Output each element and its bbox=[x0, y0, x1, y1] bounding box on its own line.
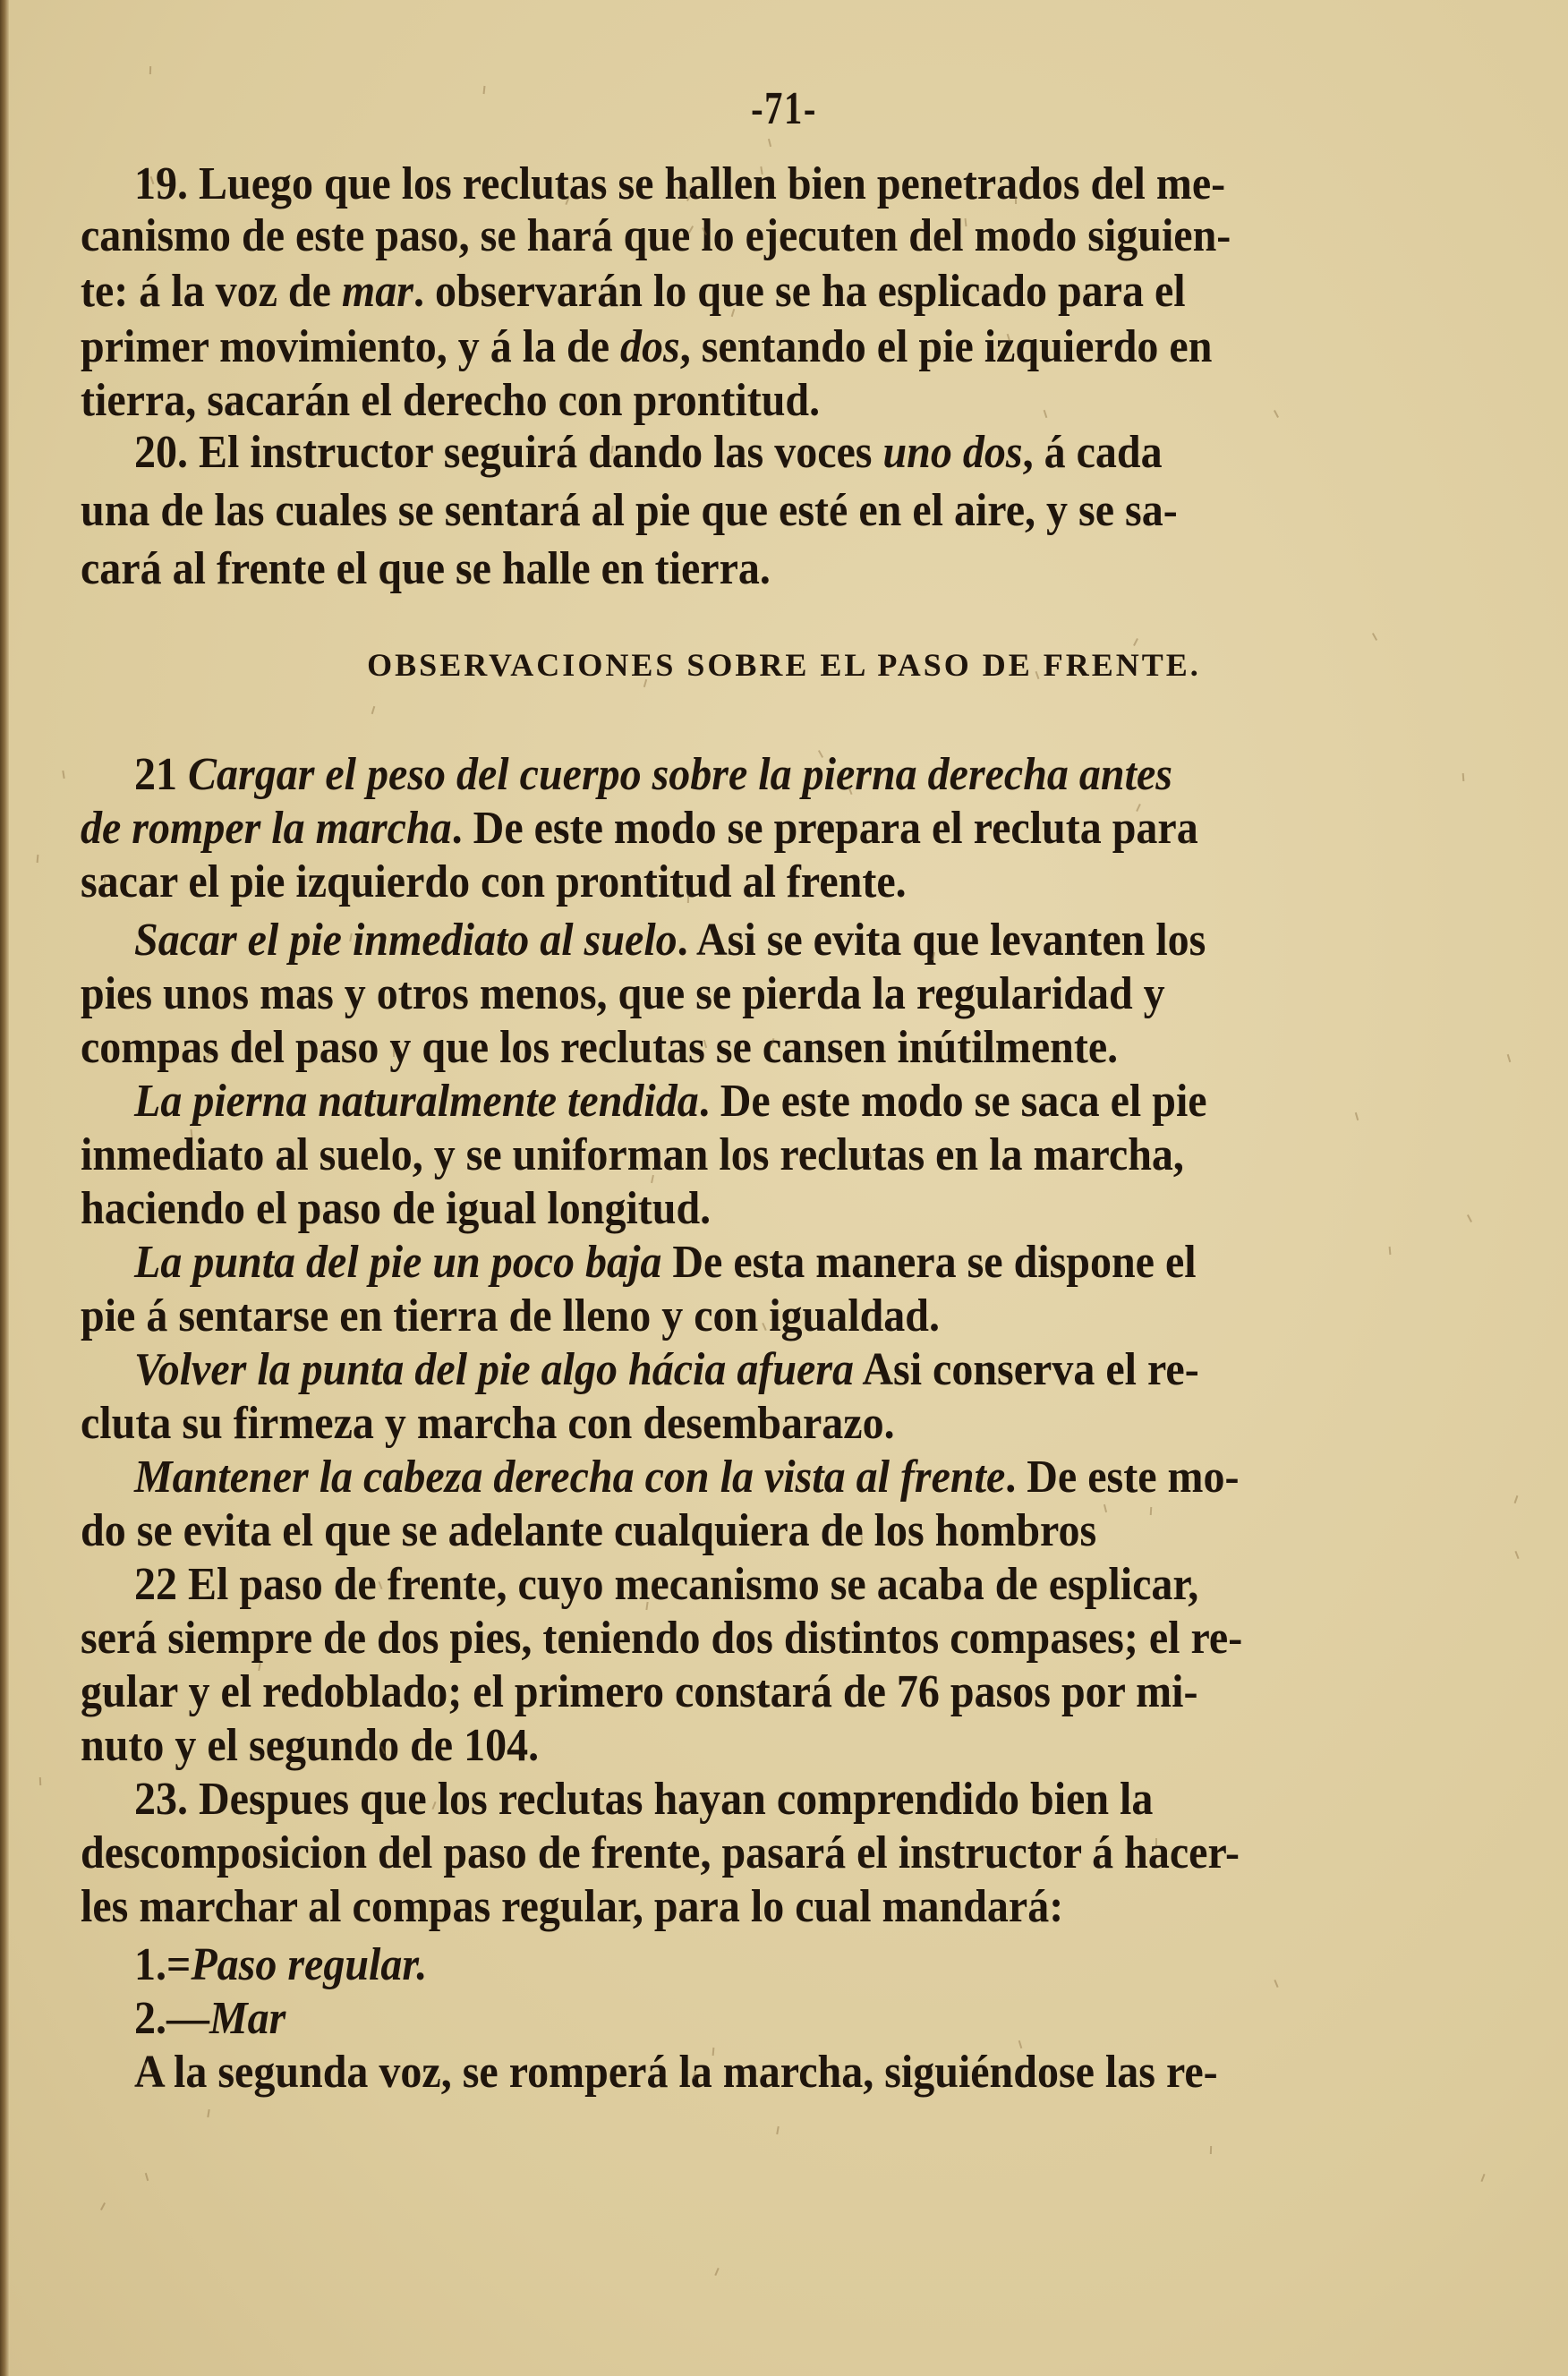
text-segment: 22 El paso de frente, cuyo mecanismo se acaba de esplicar, bbox=[134, 1558, 1199, 1610]
paper-fleck bbox=[714, 2268, 719, 2276]
text-line bbox=[134, 1938, 428, 1990]
paper-fleck bbox=[768, 139, 771, 147]
text-line bbox=[134, 914, 1206, 966]
text-line bbox=[81, 1021, 1119, 1073]
paper-fleck bbox=[1480, 2174, 1485, 2182]
text-line bbox=[81, 374, 821, 426]
text-segment: . De este modo se prepara el recluta para bbox=[451, 802, 1198, 854]
text-line bbox=[81, 1612, 1243, 1664]
paper-fleck bbox=[687, 895, 689, 903]
paper-fleck bbox=[1355, 1112, 1359, 1120]
paper-fleck bbox=[393, 1049, 395, 1057]
text-line bbox=[134, 426, 1163, 478]
text-line bbox=[81, 1504, 1097, 1556]
text-segment: inmediato al suelo, y se uniforman los reclutas en la marcha, bbox=[81, 1128, 1184, 1180]
paper-fleck bbox=[1210, 2146, 1212, 2154]
text-segment: 20. El instructor seguirá dando las voces bbox=[134, 426, 883, 478]
text-segment: 1.= bbox=[134, 1938, 192, 1990]
text-segment: te: á la voz de bbox=[81, 265, 342, 317]
paper-fleck bbox=[1467, 1214, 1472, 1222]
text-line bbox=[134, 1075, 1207, 1127]
italic-segment: La pierna naturalmente tendida bbox=[134, 1075, 699, 1127]
paper-fleck bbox=[1274, 410, 1279, 418]
paper-fleck bbox=[1133, 638, 1138, 646]
paper-fleck bbox=[1372, 633, 1377, 641]
text-segment: . De este mo- bbox=[1005, 1451, 1240, 1503]
text-line bbox=[81, 542, 771, 594]
text-line bbox=[81, 1182, 712, 1234]
text-segment: A la segunda voz, se romperá la marcha, siguiéndose las re- bbox=[134, 2046, 1218, 2098]
text-segment: gular y el redoblado; el primero constará de 76 pasos por mi- bbox=[81, 1665, 1198, 1717]
paper-fleck bbox=[776, 2126, 780, 2134]
italic-segment: Volver la punta del pie algo hácia afuera bbox=[134, 1343, 854, 1395]
text-line bbox=[81, 1880, 1064, 1932]
text-segment: , sentando el pie izquierdo en bbox=[679, 320, 1213, 372]
paper-fleck bbox=[39, 1777, 41, 1785]
paper-fleck bbox=[1514, 1551, 1519, 1559]
paper-fleck bbox=[62, 771, 64, 779]
italic-segment: mar bbox=[341, 265, 413, 317]
paper-fleck bbox=[1104, 1504, 1107, 1512]
text-line bbox=[81, 802, 1198, 854]
text-line bbox=[81, 320, 1213, 372]
text-line bbox=[81, 209, 1231, 261]
text-segment: 23. Despues que los reclutas hayan comprendido bien la bbox=[134, 1773, 1154, 1825]
paper-fleck bbox=[1389, 1247, 1392, 1255]
text-line bbox=[81, 1719, 540, 1771]
text-segment: De esta manera se dispone el bbox=[661, 1236, 1197, 1288]
paper-fleck bbox=[371, 706, 376, 714]
italic-segment: Sacar el pie inmediato al suelo bbox=[134, 914, 677, 966]
text-segment: 21 bbox=[134, 748, 188, 800]
text-segment: 2.— bbox=[134, 1992, 209, 2044]
text-segment: pie á sentarse en tierra de lleno y con igualdad. bbox=[81, 1290, 940, 1341]
text-segment: canismo de este paso, se hará que lo ejecuten del modo siguien- bbox=[81, 209, 1231, 261]
text-line bbox=[134, 1451, 1240, 1503]
text-line bbox=[134, 1558, 1199, 1610]
text-line bbox=[81, 484, 1178, 536]
text-segment: les marchar al compas regular, para lo cual mandará: bbox=[81, 1880, 1064, 1932]
italic-segment: Paso regular. bbox=[191, 1938, 428, 1990]
text-segment: haciendo el paso de igual longitud. bbox=[81, 1182, 712, 1234]
paper-fleck bbox=[149, 66, 151, 74]
paper-fleck bbox=[37, 855, 39, 863]
text-segment: será siempre de dos pies, teniendo dos distintos compases; el re- bbox=[81, 1612, 1243, 1664]
text-line bbox=[81, 856, 907, 907]
text-segment: descomposicion del paso de frente, pasará el instructor á hacer- bbox=[81, 1827, 1240, 1878]
text-line bbox=[81, 1397, 895, 1449]
italic-segment: dos bbox=[620, 320, 680, 372]
text-segment: . observarán lo que se ha esplicado para el bbox=[413, 265, 1186, 317]
text-line bbox=[81, 967, 1165, 1019]
page-number: -71- bbox=[751, 83, 817, 134]
paper-fleck bbox=[1462, 773, 1465, 781]
text-segment: compas del paso y que los reclutas se cansen inútilmente. bbox=[81, 1021, 1119, 1073]
text-segment: , á cada bbox=[1022, 426, 1163, 478]
text-line bbox=[134, 1343, 1199, 1395]
text-line bbox=[81, 1290, 940, 1341]
text-segment: tierra, sacarán el derecho con prontitud. bbox=[81, 374, 821, 426]
text-segment: primer movimiento, y á la de bbox=[81, 320, 621, 372]
italic-segment: La punta del pie un poco baja bbox=[134, 1236, 662, 1288]
text-line bbox=[81, 1128, 1184, 1180]
text-line bbox=[134, 1992, 286, 2044]
paper-fleck bbox=[1155, 1838, 1157, 1846]
text-segment: una de las cuales se sentará al pie que esté en el aire, y se sa- bbox=[81, 484, 1178, 536]
italic-segment: Cargar el peso del cuerpo sobre la pierna derecha antes bbox=[188, 748, 1172, 800]
text-segment: Asi conserva el re- bbox=[854, 1343, 1199, 1395]
text-segment: pies unos mas y otros menos, que se pierda la regularidad y bbox=[81, 967, 1165, 1019]
text-segment: 19. Luego que los reclutas se hallen bien penetrados del me- bbox=[134, 158, 1226, 209]
text-line bbox=[134, 158, 1226, 209]
text-segment: nuto y el segundo de 104. bbox=[81, 1719, 540, 1771]
paper-fleck bbox=[104, 876, 106, 884]
paper-fleck bbox=[1274, 1980, 1278, 1988]
text-line bbox=[134, 2046, 1218, 2098]
text-segment: . De este modo se saca el pie bbox=[698, 1075, 1207, 1127]
italic-segment: Mar bbox=[209, 1992, 286, 2044]
paper-fleck bbox=[100, 2202, 106, 2210]
text-line bbox=[134, 1773, 1154, 1825]
text-line bbox=[81, 1827, 1240, 1878]
italic-segment: de romper la marcha bbox=[81, 802, 452, 854]
text-segment: sacar el pie izquierdo con prontitud al frente. bbox=[81, 856, 907, 907]
book-binding-edge bbox=[0, 0, 9, 2376]
text-segment: . Asi se evita que levanten los bbox=[677, 914, 1206, 966]
paper-fleck bbox=[1514, 1495, 1519, 1503]
text-segment: cluta su firmeza y marcha con desembarazo. bbox=[81, 1397, 895, 1449]
paper-fleck bbox=[1150, 1507, 1152, 1515]
paper-fleck bbox=[1507, 1054, 1512, 1062]
paper-fleck bbox=[145, 2173, 149, 2181]
paper-fleck bbox=[1044, 410, 1048, 418]
paper-fleck bbox=[207, 2109, 209, 2117]
italic-segment: uno dos bbox=[882, 426, 1023, 478]
italic-segment: Mantener la cabeza derecha con la vista al frente bbox=[134, 1451, 1006, 1503]
text-segment: do se evita el que se adelante cualquiera de los hombros bbox=[81, 1504, 1097, 1556]
text-line bbox=[81, 1665, 1198, 1717]
text-line bbox=[134, 1236, 1197, 1288]
text-line bbox=[134, 748, 1172, 800]
paper-fleck bbox=[1015, 196, 1017, 204]
text-segment: cará al frente el que se halle en tierra. bbox=[81, 542, 771, 594]
text-line bbox=[81, 265, 1186, 317]
section-heading: OBSERVACIONES SOBRE EL PASO DE FRENTE. bbox=[367, 647, 1201, 683]
